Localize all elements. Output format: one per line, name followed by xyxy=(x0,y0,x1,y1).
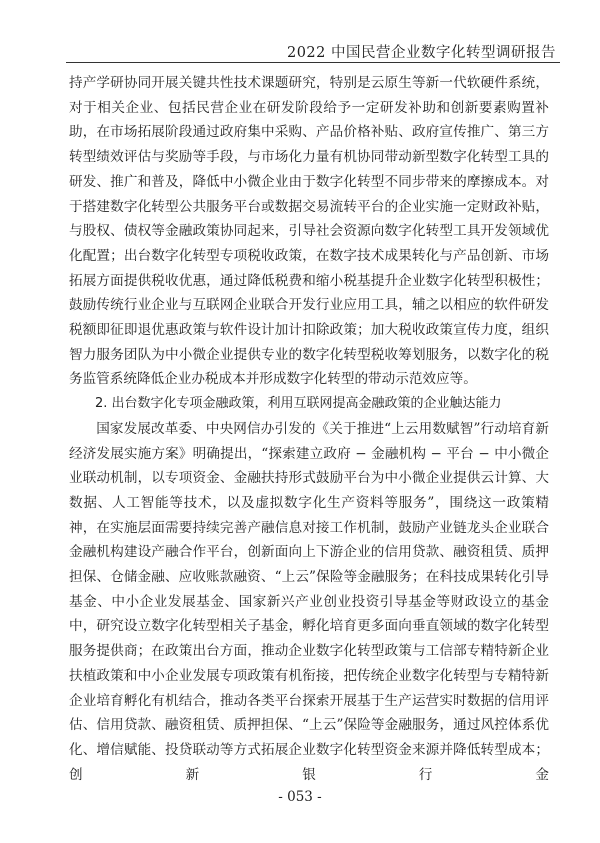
section-heading: 2. 出台数字化专项金融政策，利用互联网提高金融政策的企业触达能力 xyxy=(95,396,502,412)
paragraph: 国家发展改革委、中央网信办引发的《关于推进“上云用数赋智”行动培育新经济发展实施方案》明确提出，“探索建立政府 − 金融机构 − 平台 − 中小微企业联动机制，以专项资金、金融扶持形式鼓励平台为中小微企业提供云计算、大数据、人工智能等技术，以及虚拟数字化生产资料等服务”，围绕这一政策精神，在实施层面需要持续完善产融信息对接工作机制，鼓励产业链龙头企业联合金融机构建设产融合作平台，创新面向上下游企业的信用贷款、融资租赁、质押担保、仓储金融、应收账款融资、“上云”保险等金融服务；在科技成果转化引导基金、中小企业发展基金、国家新兴产业创业投资引导基金等财政设立的基金中，研究设立数字化转型相关子基金，孵化培育更多面向垂直领域的数字化转型服务提供商；在政策出台方面，推动企业数字化转型政策与工信部专精特新企业扶植政策和中小企业发展专项政策有机衔接，把传统企业数字化转型与专精特新企业培育孵化有机结合，推动各类平台探索开展基于生产运营实时数据的信用评估、信用贷款、融资租赁、质押担保、“上云”保险等金融服务，通过风控体系优化、增信赋能、投贷联动等方式拓展企业数字化转型资金来源并降低转型成本；创新银行金 xyxy=(69,420,549,783)
running-header-title: 2022 中国民营企业数字化转型调研报告 xyxy=(286,45,556,61)
page-number: - 053 - xyxy=(278,789,322,805)
body-text xyxy=(69,71,549,787)
header-divider xyxy=(66,62,560,63)
paragraph-continued: 持产学研协同开展关键共性技术课题研究，特别是云原生等新一代软硬件系统，对于相关企业、包括民营企业在研发阶段给予一定研发补助和创新要素购置补助，在市场拓展阶段通过政府集中采购、产品价格补贴、政府宣传推广、第三方转型绩效评估与奖励等手段，与市场化力量有机协同带动新型数字化转型工具的研发、推广和普及，降低中小微企业由于数字化转型不同步带来的摩擦成本。对于搭建数字化转型公共服务平台或数据交易流转平台的企业实施一定财政补贴，与股权、债权等金融政策协同起来，引导社会资源向数字化转型工具开发领域优化配置；出台数字化转型专项税收政策，在数字技术成果转化与产品创新、市场拓展方面提供税收优惠，通过降低税费和缩小税基提升企业数字化转型积极性；鼓励传统行业企业与互联网企业联合开发行业应用工具，辅之以相应的软件研发税额即征即退优惠政策与软件设计加计扣除政策；加大税收政策宣传力度，组织智力服务团队为中小微企业提供专业的数字化转型税收筹划服务，以数字化的税务监管系统降低企业办税成本并形成数字化转型的带动示范效应等。 xyxy=(69,75,549,388)
